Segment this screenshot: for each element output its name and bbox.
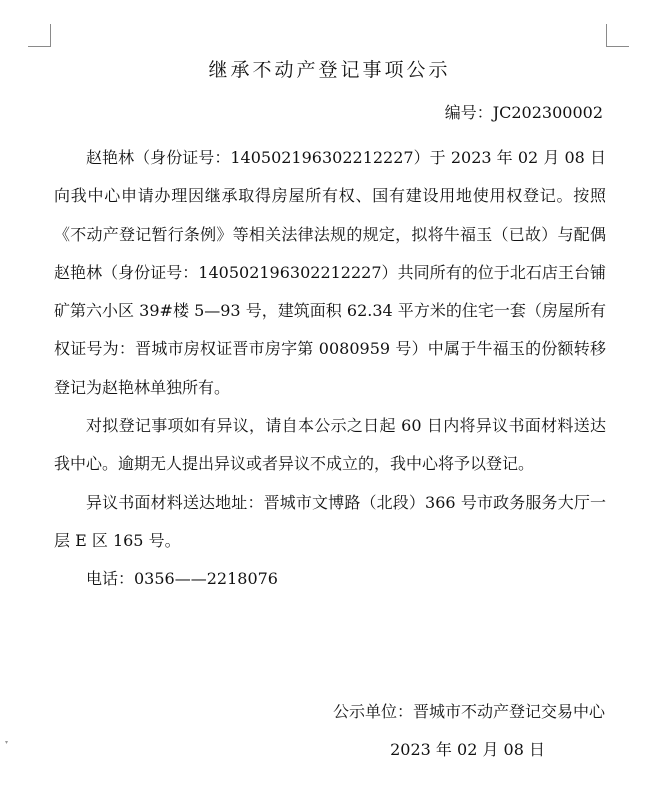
issue-date: 2023 年 02 月 08 日 [390, 740, 545, 759]
document-number: 编号：JC202300002 [444, 103, 603, 122]
corner-mark-top-right [606, 24, 629, 47]
paragraph-phone: 电话：0356——2218076 [86, 569, 278, 589]
paragraph-main: 赵艳林（身份证号：140502196302212227）于 2023 年 02 月 08 日向我中心申请办理因继承取得房屋所有权、国有建设用地使用权登记。按照《不动产登记暂行条例》等相关法律法规的规定，拟将牛福玉（已故）与配偶赵艳林（身份证号：140502196302212227）共同所有的位于北石店王台铺矿第六小区 39#楼 5—93 号，建筑面积 62.34 平方米的住宅一套（房屋所有权证号为：晋城市房权证晋市房字第 0080959 号）中属于牛福玉的份额转移登记为赵艳林单独所有。 [54, 148, 606, 397]
issuing-unit: 公示单位：晋城市不动产登记交易中心 [332, 702, 605, 721]
paragraph-address: 异议书面材料送达地址：晋城市文博路（北段）366 号市政务服务大厅一层 E 区 165 号。 [54, 492, 606, 550]
document-title: 继承不动产登记事项公示 [208, 59, 451, 81]
paragraph-objection: 对拟登记事项如有异议，请自本公示之日起 60 日内将异议书面材料送达我中心。逾期无人提出异议或者异议不成立的，我中心将予以登记。 [54, 416, 606, 474]
corner-mark-top-left [28, 24, 51, 47]
margin-marker-icon: ▾ [5, 739, 9, 746]
document-body [54, 139, 606, 599]
